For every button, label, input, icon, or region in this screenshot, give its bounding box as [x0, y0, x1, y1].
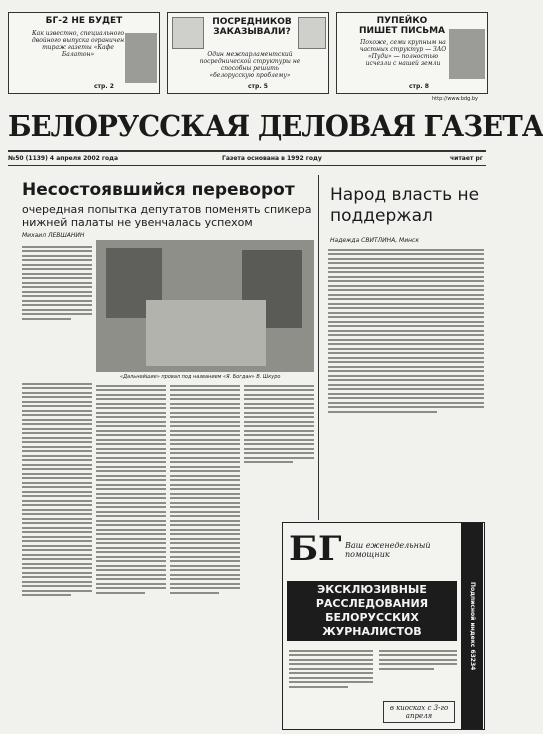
ad-note: в киосках с 3-го апреля [383, 701, 455, 723]
side-headline: Народ власть не поддержал [330, 185, 480, 226]
masthead: БЕЛОРУССКАЯ ДЕЛОВАЯ ГАЗЕТА [8, 109, 543, 143]
ad-list [379, 647, 457, 693]
main-photo [96, 240, 314, 372]
teaser-box-3[interactable] [336, 12, 488, 94]
teaser-title: БГ-2 НЕ БУДЕТ [45, 16, 123, 26]
ad-tagline: Ваш еженедельный помощник [345, 541, 431, 559]
founded-line: Газета основана в 1992 году [222, 155, 322, 162]
readers-line: читает рг [450, 155, 483, 162]
teaser-photo [125, 33, 157, 83]
masthead-rule [8, 150, 486, 152]
teaser-box-2[interactable] [167, 12, 329, 94]
ad-body [289, 647, 373, 723]
teaser-page: стр. 5 [248, 83, 268, 90]
ad-side-strip: Подписной индекс 63234 [461, 523, 483, 729]
teaser-text: Один межпарламентский посреднической структуры не способны решить «белорусскую проблему» [199, 51, 301, 79]
side-column [328, 246, 484, 516]
main-lead-column [22, 243, 92, 373]
ad-logo: БГ [289, 529, 342, 569]
teaser-box-1[interactable] [8, 12, 160, 94]
advert-block[interactable] [282, 522, 485, 730]
side-byline: Надежда СВИТЛИНА, Минск [330, 237, 419, 244]
photo-caption: «Дальнейшие» провал под названием «Я. Богдан» В. Шкуро [120, 374, 281, 380]
main-subhead: очередная попытка депутатов поменять спикера нижней палаты не увенчалась успехом [22, 203, 312, 229]
teaser-page: стр. 2 [94, 83, 114, 90]
teaser-title: ПУПЕЙКО ПИШЕТ ПИСЬМА [358, 16, 446, 36]
teaser-text: Похоже, семи крупным на частных структур — ЗАО «Пуди» — полностью исчезли с нашей земли [359, 39, 447, 67]
main-column-1 [22, 380, 92, 726]
main-headline: Несостоявшийся переворот [22, 180, 295, 200]
issue-line: №50 (1139) 4 апреля 2002 года [8, 155, 119, 162]
photo-parliament-hall [146, 300, 266, 366]
teaser-text: Как известно, специального двойного выпуска ограничен тираж газеты «Кафе Балатон» [31, 30, 125, 58]
meta-rule [8, 165, 486, 166]
teaser-photo [449, 29, 485, 79]
main-column-3 [170, 382, 240, 726]
main-column-4 [244, 382, 314, 522]
teaser-cartoon-right [298, 17, 326, 49]
teaser-title: ПОСРЕДНИКОВ ЗАКАЗЫВАЛИ? [212, 17, 292, 37]
main-byline: Михаил ЛЕВШАНИН [22, 232, 85, 239]
vertical-divider [318, 175, 319, 520]
ad-banner: ЭКСКЛЮЗИВНЫЕ РАССЛЕДОВАНИЯ БЕЛОРУССКИХ ЖУРНАЛИСТОВ [287, 581, 457, 641]
teaser-page: стр. 8 [409, 83, 429, 90]
main-column-2 [96, 382, 166, 726]
site-url[interactable]: http://www.bdg.by [432, 96, 478, 102]
